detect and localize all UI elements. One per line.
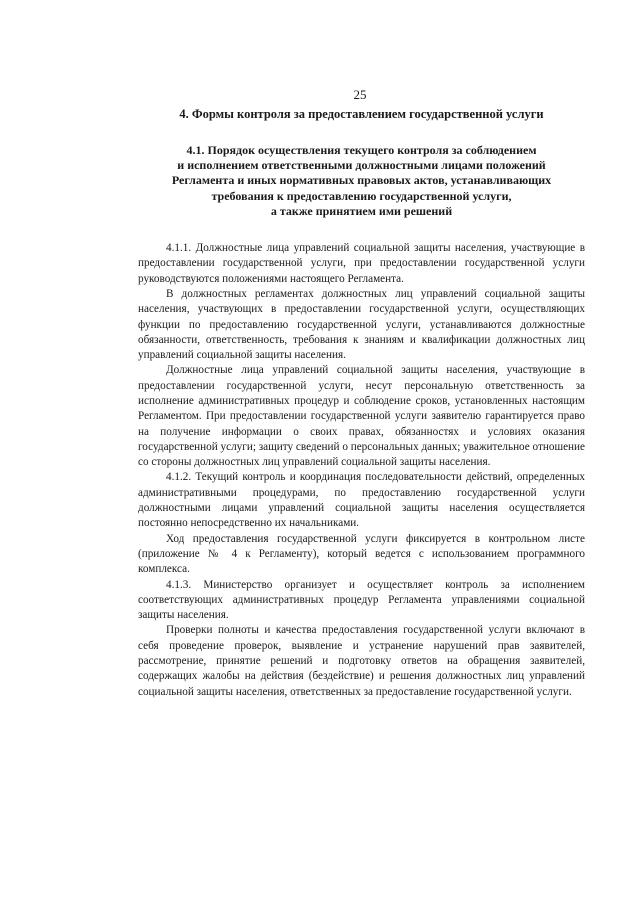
paragraph-4-1-2: 4.1.2. Текущий контроль и координация последовательности действий, определенных административными процедурами, по предоставлению государственной услуги должностными лицами управлений социальной защиты населения осуществляется постоянно непосредственно их начальниками. xyxy=(138,471,585,530)
paragraph-4-1-3: 4.1.3. Министерство организует и осуществляет контроль за исполнением соответствующих административных процедур Регламента управлениями социальной защиты населения. xyxy=(138,578,585,622)
subsection-title-line: а также принятием ими решений xyxy=(270,203,453,218)
page-content xyxy=(138,106,585,700)
subsection-title xyxy=(138,143,585,219)
paragraph: Должностные лица управлений социальной защиты населения, участвующие в предоставлении государственной услуги, несут персональную ответственность за исполнение административных процедур и соблюдение сроков, установленных настоящим Регламентом. При предоставлении государственной услуги заявителю гарантируется право на получение информации о своих правах, обязанностях и условиях оказания государственной услуги; защиту сведений о персональных данных; уважительное отношение со стороны должностных лиц управлений социальной защиты населения. xyxy=(138,364,585,469)
subsection-title-line: Регламента и иных нормативных правовых актов, устанавливающих xyxy=(171,173,552,188)
subsection-title-line: и исполнением ответственными должностными лицами положений xyxy=(177,158,546,173)
paragraph: Ход предоставления государственной услуги фиксируется в контрольном листе (приложение № 4 к Регламенту), который ведется с использованием программного комплекса. xyxy=(138,532,585,576)
paragraph: В должностных регламентах должностных лиц управлений социальной защиты населения, участвующих в предоставлении государственной услуги, осуществляющих функции по предоставлению государственной услуги, устанавливаются должностные обязанности, ответственность, требования к знаниям и квалификации должностных лиц управлений социальной защиты населения. xyxy=(138,287,585,362)
page-number: 25 xyxy=(353,87,367,102)
subsection-title-line: требования к предоставлению государственной услуги, xyxy=(211,188,512,203)
body-text xyxy=(138,241,585,700)
section-title: 4. Формы контроля за предоставлением государственной услуги xyxy=(179,107,544,121)
paragraph: Проверки полноты и качества предоставления государственной услуги включают в себя проведение проверок, выявление и устранение нарушений прав заявителей, рассмотрение, принятие решений и подготовку ответов на обращения заявителей, содержащих жалобы на действия (бездействие) и решения должностных лиц управлений социальной защиты населения, ответственных за предоставление государственной услуги. xyxy=(138,624,585,698)
subsection-title-line: 4.1. Порядок осуществления текущего контроля за соблюдением xyxy=(186,143,537,157)
paragraph-4-1-1: 4.1.1. Должностные лица управлений социальной защиты населения, участвующие в предоставлении государственной услуги, при предоставлении государственной услуги руководствуются положениями настоящего Регламента. xyxy=(138,242,585,285)
